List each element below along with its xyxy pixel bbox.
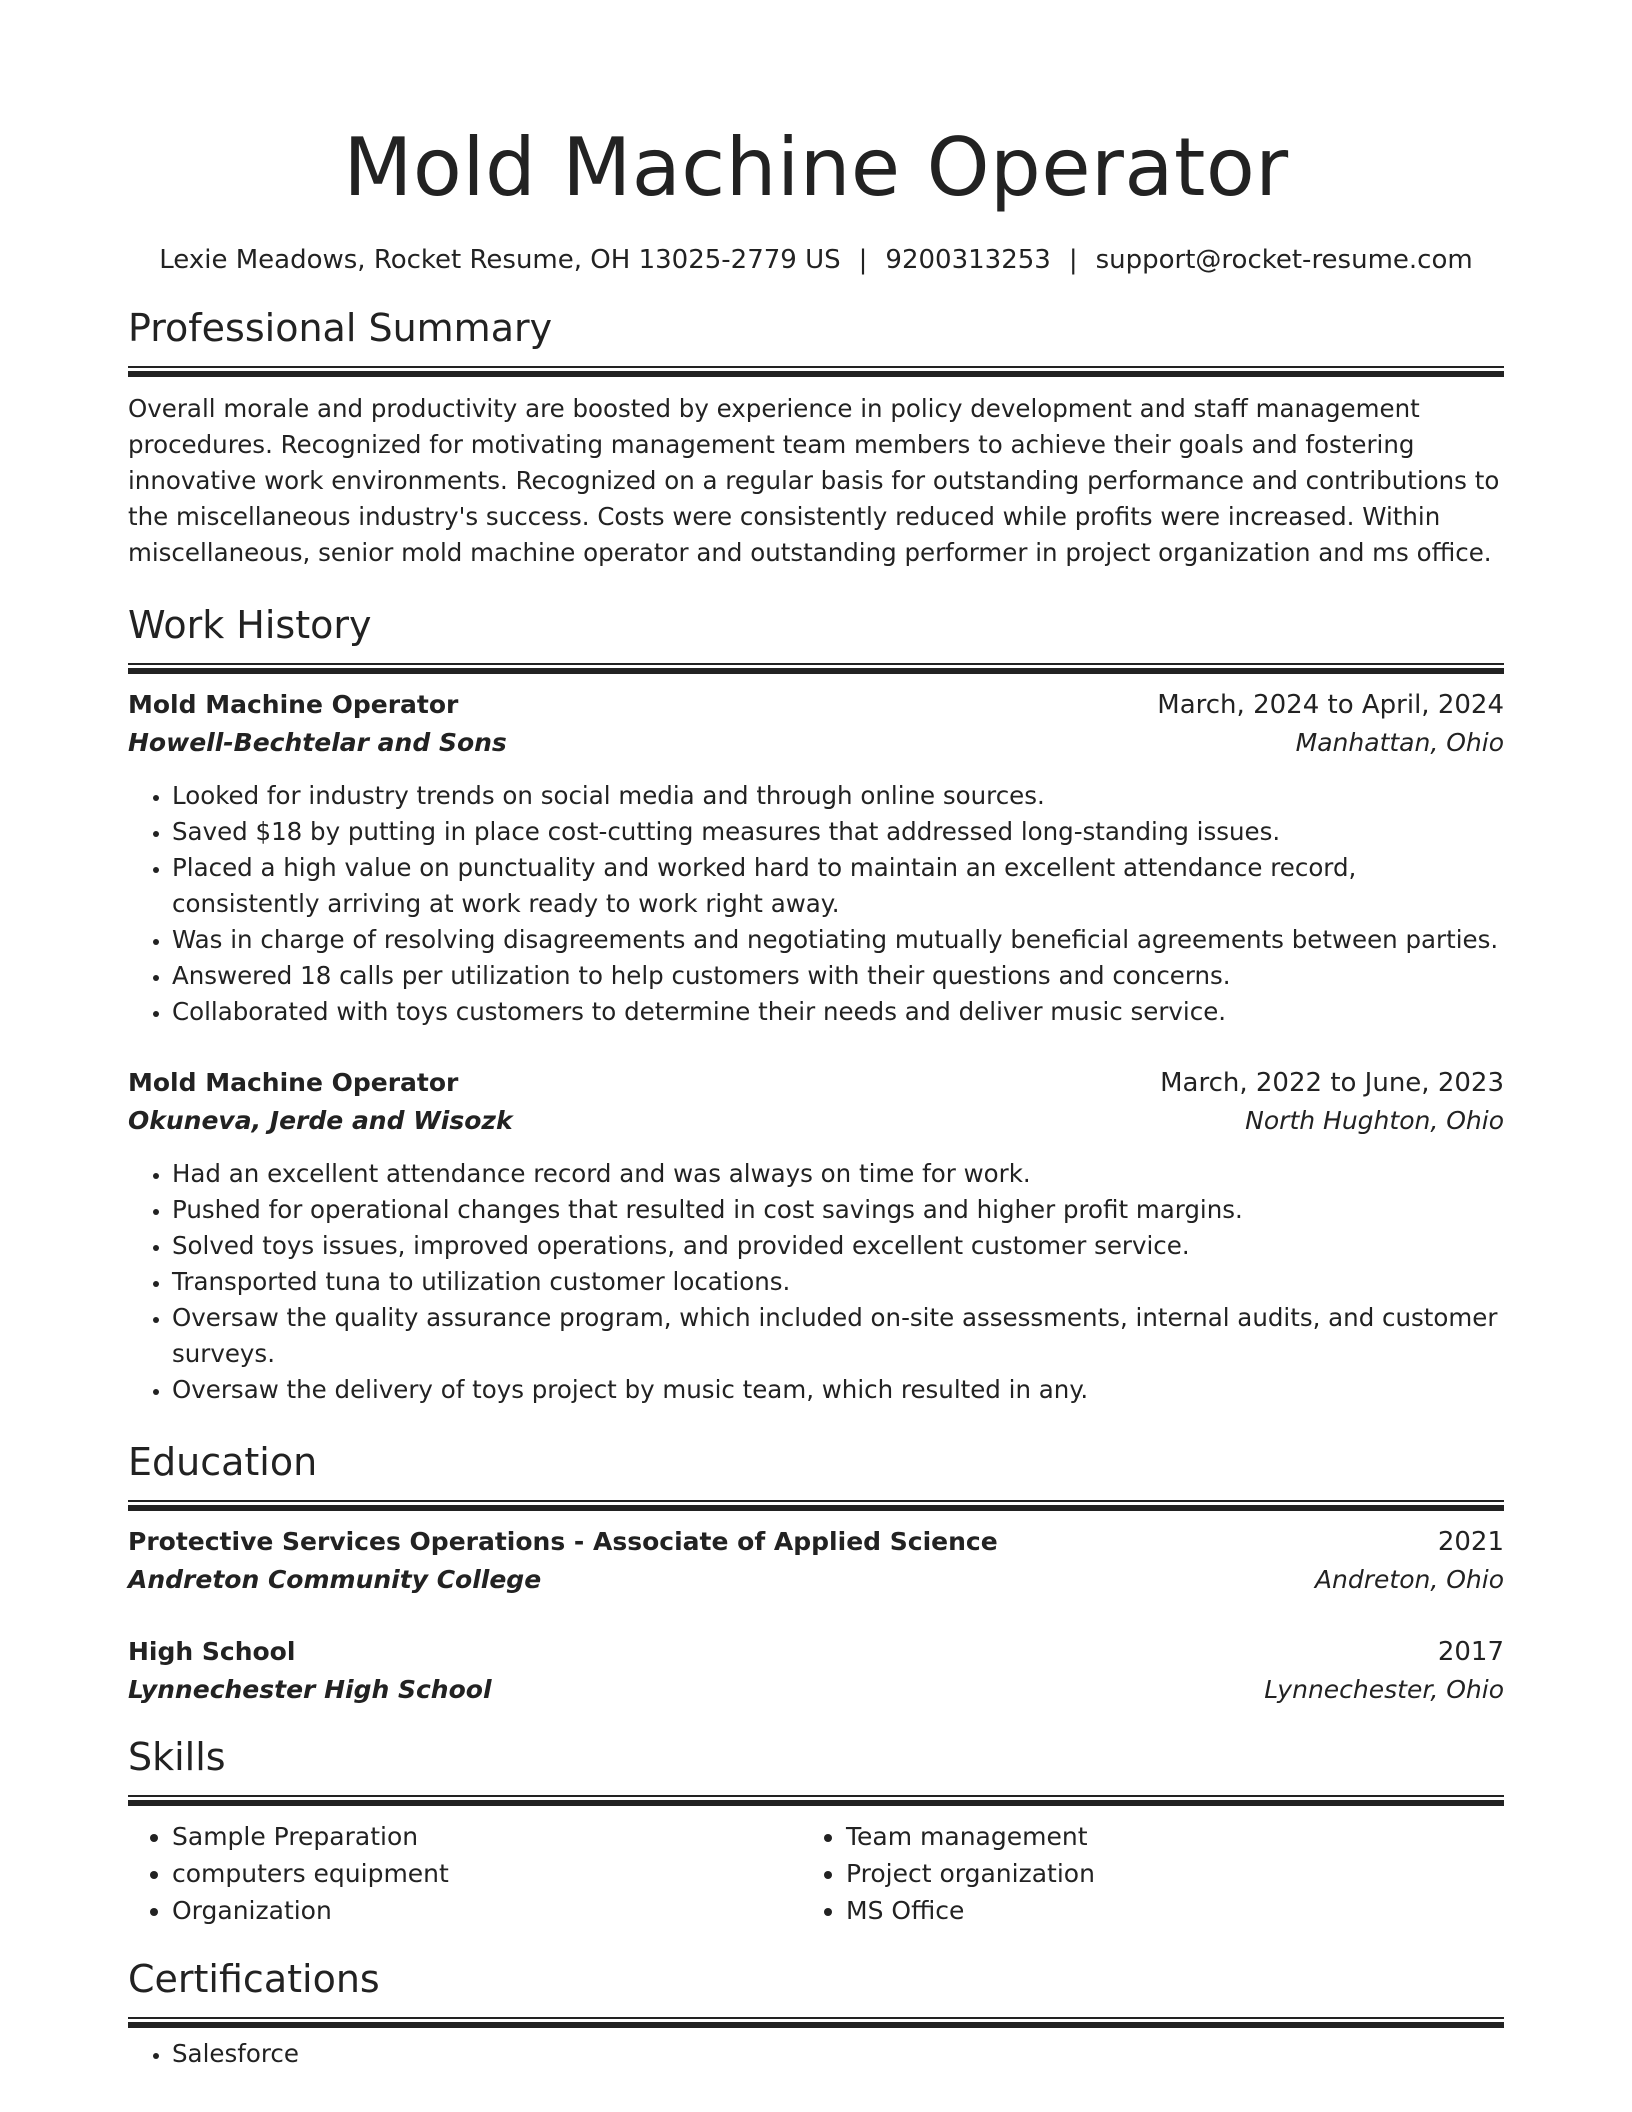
summary-section <box>128 304 1504 571</box>
skills-column-left <box>128 1818 802 1929</box>
contact-separator: | <box>858 245 868 275</box>
job-dates: March, 2024 to April, 2024 <box>1157 690 1504 720</box>
contact-separator: | <box>1068 245 1078 275</box>
section-heading: Certifications <box>128 1957 380 2001</box>
school-location: Andreton, Ohio <box>1314 1565 1504 1594</box>
list-item: • Had an excellent attendance record and was always on time for work. <box>172 1156 1504 1192</box>
section-heading: Professional Summary <box>128 306 553 350</box>
skill-item: • computers equipment <box>172 1855 802 1892</box>
list-item: • Pushed for operational changes that resulted in cost savings and higher profit margins. <box>172 1192 1504 1228</box>
list-item: • Saved $18 by putting in place cost-cutting measures that addressed long-standing issues. <box>172 814 1504 850</box>
job-location: North Hughton, Ohio <box>1245 1106 1504 1135</box>
list-item: • Solved toys issues, improved operations, and provided excellent customer service. <box>172 1228 1504 1264</box>
job-entry <box>128 686 1504 1030</box>
education-section <box>128 1438 1504 1709</box>
school-name: Lynnechester High School <box>128 1675 492 1704</box>
list-item: • Answered 18 calls per utilization to help customers with their questions and concerns. <box>172 958 1504 994</box>
job-location: Manhattan, Ohio <box>1295 728 1504 757</box>
list-item: • Collaborated with toys customers to determine their needs and deliver music service. <box>172 994 1504 1030</box>
certifications-section <box>128 1955 1504 2072</box>
job-bullets <box>128 778 1504 1030</box>
job-dates: March, 2022 to June, 2023 <box>1160 1068 1504 1098</box>
school-location: Lynnechester, Ohio <box>1264 1675 1504 1704</box>
job-company: Howell-Bechtelar and Sons <box>128 728 507 757</box>
job-bullets <box>128 1156 1504 1408</box>
list-item: • Placed a high value on punctuality and worked hard to maintain an excellent attendance record, consistently arriving at work ready to work right away. <box>172 850 1504 922</box>
degree-title: High School <box>128 1637 296 1666</box>
list-item: • Transported tuna to utilization customer locations. <box>172 1264 1504 1300</box>
list-item: • Oversaw the quality assurance program, which included on-site assessments, internal audits, and customer surveys. <box>172 1300 1504 1372</box>
section-divider <box>128 2017 1504 2022</box>
list-item: • Oversaw the delivery of toys project by music team, which resulted in any. <box>172 1372 1504 1408</box>
skills-column-right <box>802 1818 1476 1929</box>
section-heading: Skills <box>128 1735 226 1779</box>
education-year: 2021 <box>1437 1527 1504 1557</box>
summary-text: Overall morale and productivity are boosted by experience in policy development and staff management procedures. Recognized for motivating management team members to achieve their goals and fostering innovative work environments. Recognized on a regular basis for outstanding performance and contributions to the miscellaneous industry's success. Costs were consistently reduced while profits were increased. Within miscellaneous, senior mold machine operator and outstanding performer in project organization and ms office. <box>128 394 1500 567</box>
school-name: Andreton Community College <box>128 1565 542 1594</box>
education-entry <box>128 1633 1504 1709</box>
list-item: • Was in charge of resolving disagreements and negotiating mutually beneficial agreements between parties. <box>172 922 1504 958</box>
contact-email: support@rocket-resume.com <box>1095 245 1473 275</box>
work-history-section <box>128 601 1504 1408</box>
section-divider <box>128 366 1504 371</box>
section-divider <box>128 1795 1504 1800</box>
skill-item: • Sample Preparation <box>172 1818 802 1855</box>
section-heading: Work History <box>128 603 372 647</box>
section-heading: Education <box>128 1440 318 1484</box>
contact-line <box>128 242 1504 278</box>
certification-item: • Salesforce <box>172 2036 1504 2072</box>
job-company: Okuneva, Jerde and Wisozk <box>128 1106 513 1135</box>
skills-list <box>128 1818 1504 1929</box>
contact-address: Lexie Meadows, Rocket Resume, OH 13025-2779 US <box>159 245 841 275</box>
section-divider <box>128 663 1504 668</box>
certifications-list <box>128 2036 1504 2072</box>
degree-title: Protective Services Operations - Associate of Applied Science <box>128 1527 998 1556</box>
job-title: Mold Machine Operator <box>128 690 459 719</box>
skill-item: • MS Office <box>846 1892 1476 1929</box>
job-entry <box>128 1064 1504 1408</box>
resume-title: Mold Machine Operator <box>343 121 1289 214</box>
skills-section <box>128 1733 1504 1929</box>
job-title: Mold Machine Operator <box>128 1068 459 1097</box>
contact-phone: 9200313253 <box>885 245 1051 275</box>
skill-item: • Project organization <box>846 1855 1476 1892</box>
education-entry <box>128 1523 1504 1599</box>
section-divider <box>128 1500 1504 1505</box>
education-year: 2017 <box>1437 1637 1504 1667</box>
skill-item: • Team management <box>846 1818 1476 1855</box>
skill-item: • Organization <box>172 1892 802 1929</box>
list-item: • Looked for industry trends on social media and through online sources. <box>172 778 1504 814</box>
